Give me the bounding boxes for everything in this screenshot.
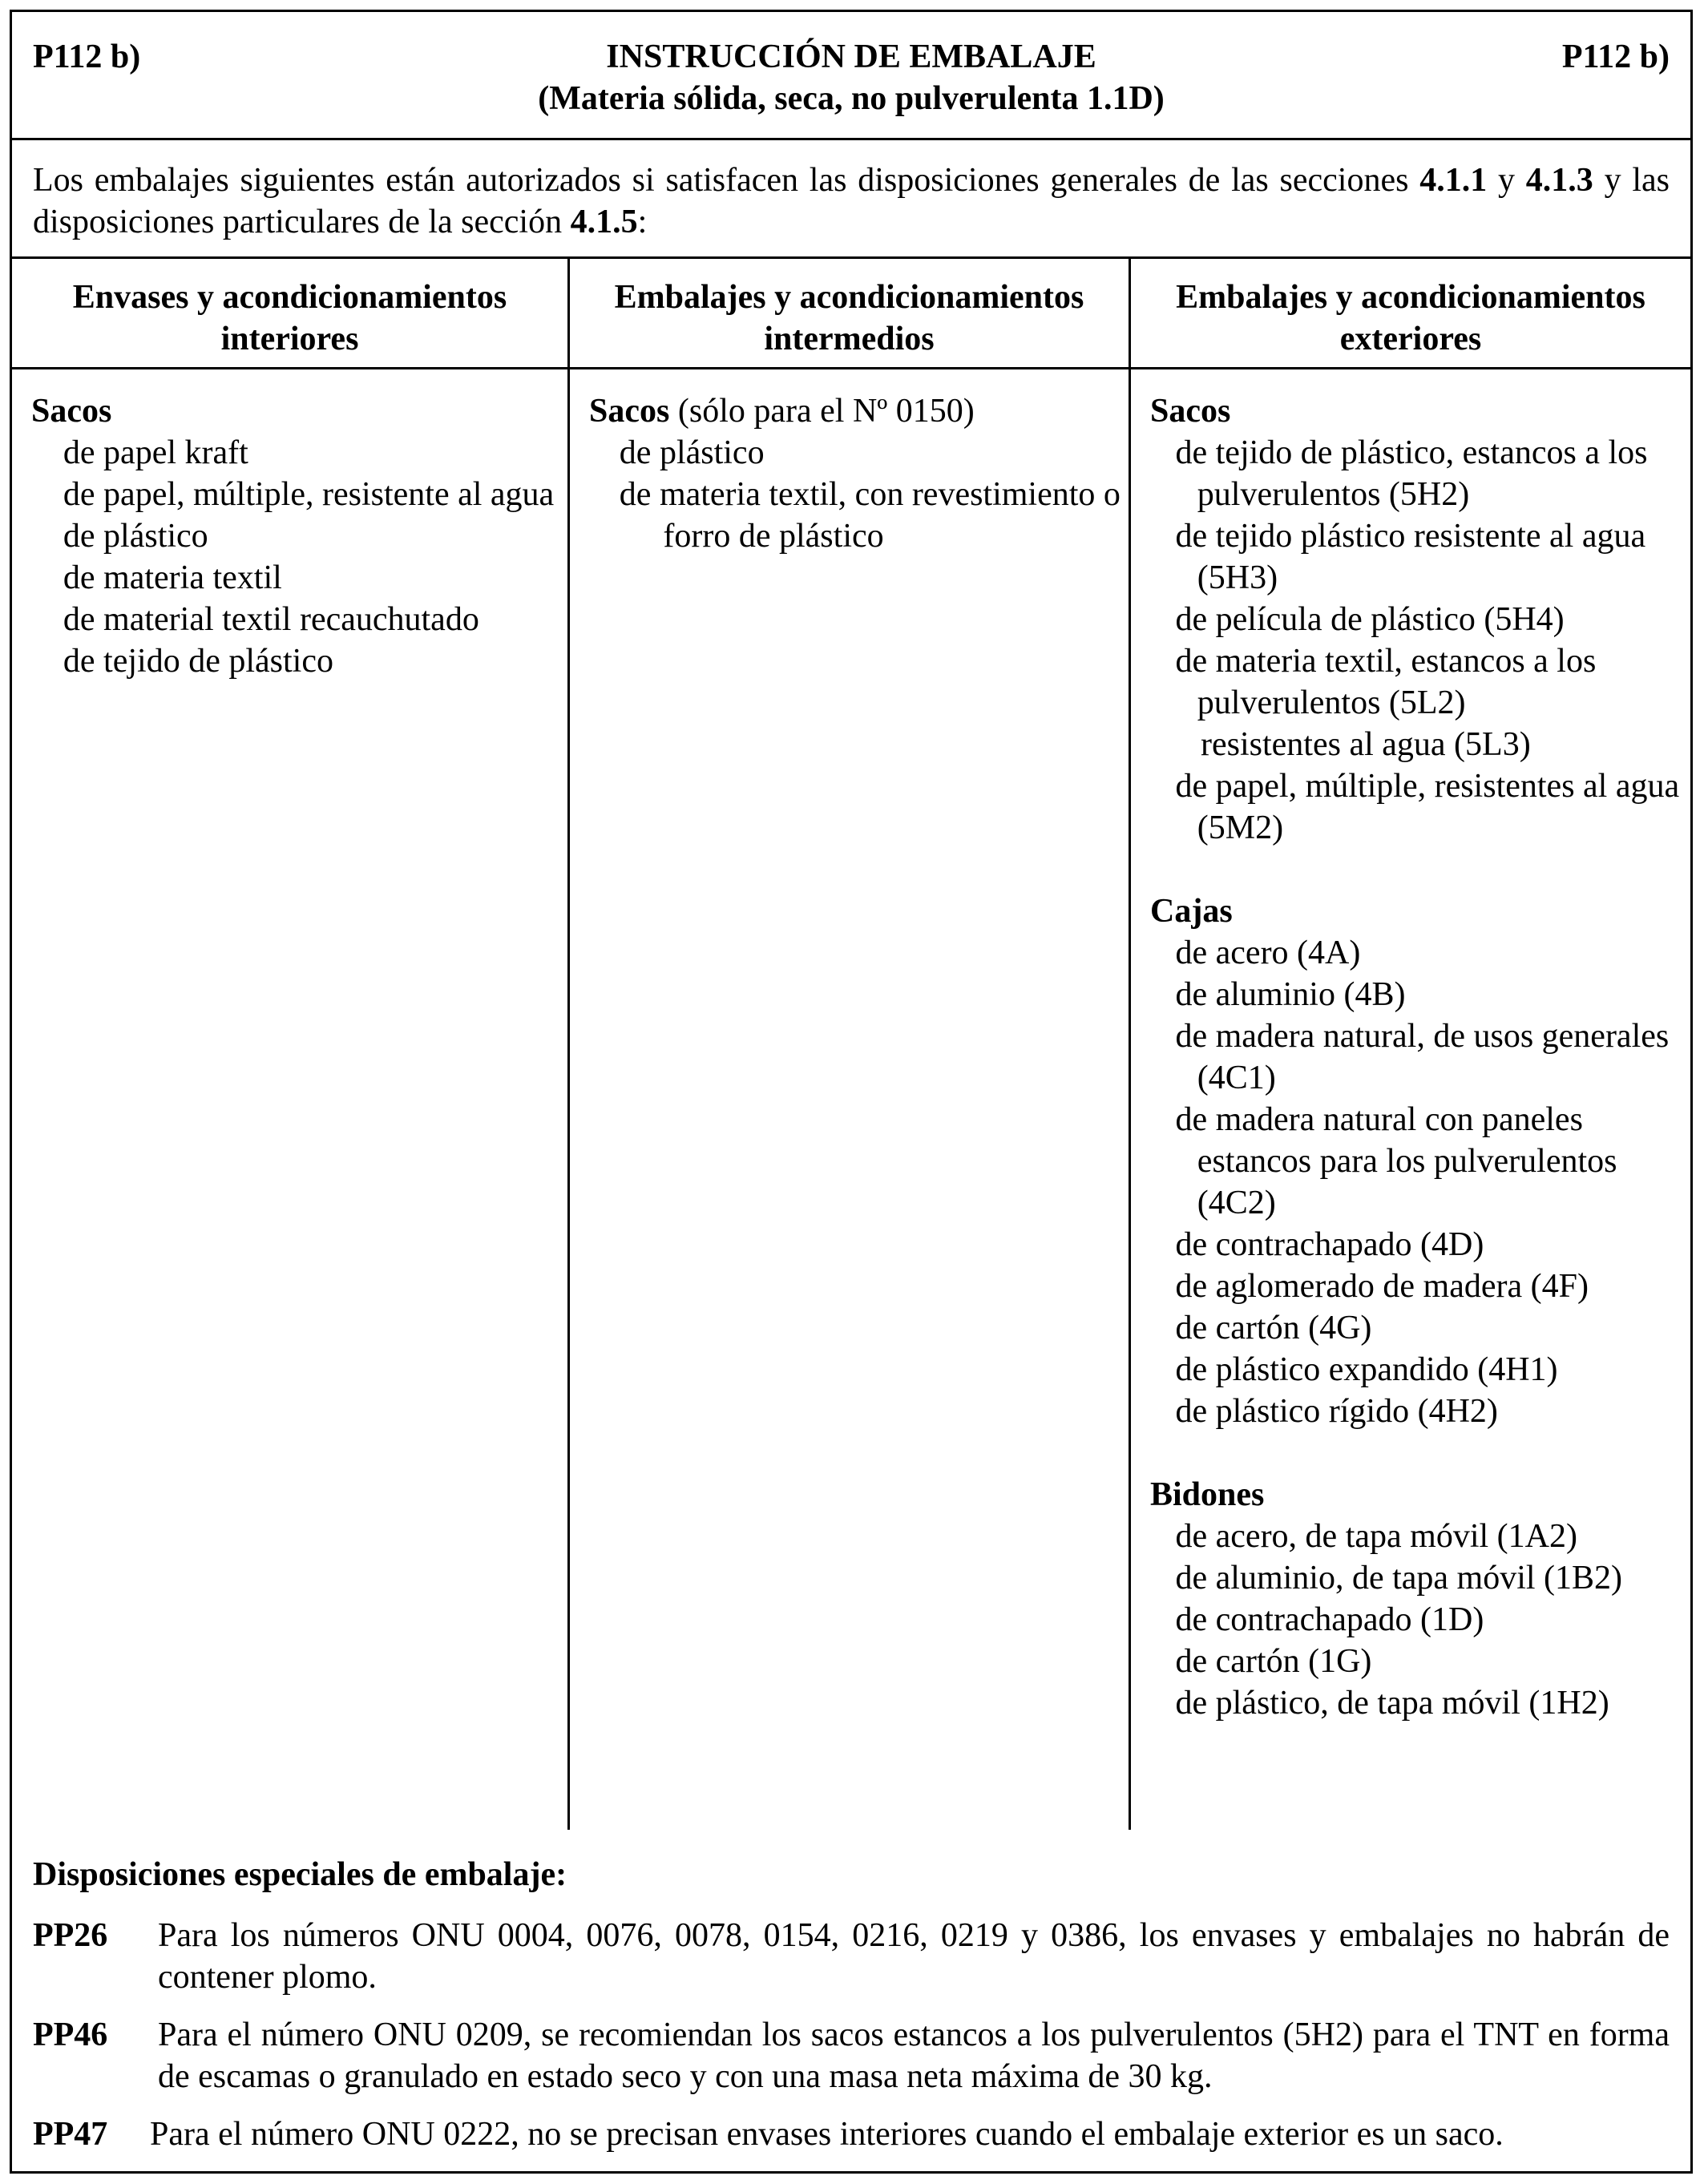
column-header-line: exteriores (1339, 321, 1482, 357)
list-item: de aluminio, de tapa móvil (1B2) (1175, 1560, 1623, 1597)
list-item: de papel, múltiple, resistente al agua (63, 476, 555, 513)
list-item: de tejido de plástico (63, 643, 333, 680)
column-header-line: Envases y acondicionamientos (72, 279, 507, 316)
group-title: Cajas (1150, 893, 1233, 930)
list-item: de plástico rígido (4H2) (1175, 1393, 1498, 1430)
provision-code: PP47 (33, 2116, 108, 2153)
group-note: (sólo para el Nº 0150) (669, 393, 975, 430)
list-item: de cartón (1G) (1175, 1643, 1372, 1680)
list-item: de material textil recauchutado (63, 601, 479, 638)
provision-row (33, 2113, 1670, 2155)
provision-text: Para el número ONU 0222, no se precisan envases interiores cuando el embalaje exterior es un saco. (150, 2116, 1504, 2153)
intro-text: : (637, 204, 648, 240)
list-item: de plástico expandido (4H1) (1175, 1351, 1558, 1388)
instruction-header (12, 12, 1690, 140)
group-title: Bidones (1150, 1476, 1265, 1513)
column-header-line: Embalajes y acondicionamientos (1176, 279, 1645, 316)
intro-paragraph (12, 140, 1690, 259)
outer-packaging-column (1131, 259, 1690, 1830)
list-item: de contrachapado (1D) (1175, 1601, 1484, 1638)
section-ref: 4.1.5 (570, 204, 638, 240)
section-ref: 4.1.3 (1525, 162, 1593, 199)
group-title-row (589, 390, 1129, 432)
packaging-group-sacos (1150, 390, 1690, 849)
section-ref: 4.1.1 (1419, 162, 1488, 199)
instruction-title: INSTRUCCIÓN DE EMBALAJE (606, 38, 1096, 75)
list-item: de papel kraft (63, 434, 248, 471)
intermediate-packaging-column (570, 259, 1131, 1830)
list-item: de madera natural con paneles estancos para los pulverulentos (4C2) (1175, 1101, 1617, 1221)
column-header-line: interiores (220, 321, 359, 357)
intro-text: y las disposiciones particulares de la sección (33, 162, 1670, 240)
intro-text: Los embalajes siguientes están autorizados si satisfacen las disposiciones generales de las secciones (33, 162, 1420, 199)
instruction-code-left: P112 b) (33, 38, 141, 75)
column-header (12, 259, 567, 369)
provision-code: PP26 (33, 1917, 108, 1954)
packaging-group-cajas (1150, 890, 1690, 1432)
inner-packaging-column (12, 259, 570, 1830)
list-item: de plástico, de tapa móvil (1H2) (1175, 1685, 1609, 1722)
group-title: Sacos (589, 393, 670, 430)
list-item: de aglomerado de madera (4F) (1175, 1268, 1589, 1305)
column-body (1131, 369, 1690, 1724)
packaging-group-bidones (1150, 1474, 1690, 1724)
list-item: de contrachapado (4D) (1175, 1226, 1484, 1263)
list-item: de plástico (619, 434, 765, 471)
column-header (1131, 259, 1690, 369)
list-item: de materia textil (63, 559, 282, 596)
list-item: resistentes al agua (5L3) (1201, 726, 1531, 763)
provision-code: PP46 (33, 2016, 108, 2053)
list-item: de tejido plástico resistente al agua (5H3) (1175, 518, 1646, 596)
column-body (12, 369, 567, 682)
list-item: de aluminio (4B) (1175, 976, 1406, 1013)
list-item: de película de plástico (5H4) (1175, 601, 1565, 638)
list-item: de acero, de tapa móvil (1A2) (1175, 1518, 1577, 1555)
list-item: de papel, múltiple, resistentes al agua (5M2) (1175, 768, 1680, 846)
column-header-line: Embalajes y acondicionamientos (614, 279, 1084, 316)
special-provisions-heading: Disposiciones especiales de embalaje: (33, 1856, 567, 1893)
instruction-subtitle: (Materia sólida, seca, no pulverulenta 1.1D) (538, 80, 1165, 117)
list-item: de acero (4A) (1175, 935, 1361, 971)
list-item: de materia textil, con revestimiento o forro de plástico (619, 476, 1121, 555)
packaging-table (12, 259, 1690, 1830)
intro-text: y (1487, 162, 1526, 199)
list-item: de materia textil, estancos a los pulverulentos (5L2) (1175, 643, 1597, 721)
packing-instruction-sheet (10, 10, 1693, 2174)
list-item: de tejido de plástico, estancos a los pulverulentos (5H2) (1175, 434, 1648, 513)
provision-text: Para el número ONU 0209, se recomiendan los sacos estancos a los pulverulentos (5H2) para el TNT en forma de escamas o granulado en estado seco y con una masa neta máxima de 30 kg. (158, 2016, 1670, 2095)
column-body (570, 369, 1129, 557)
column-header (570, 259, 1129, 369)
list-item: de plástico (63, 518, 208, 555)
instruction-title-block (12, 36, 1690, 119)
group-title: Sacos (1150, 393, 1231, 430)
column-header-line: intermedios (764, 321, 935, 357)
provision-text: Para los números ONU 0004, 0076, 0078, 0154, 0216, 0219 y 0386, los envases y embalajes no habrán de contener plomo. (158, 1917, 1670, 1996)
provision-row (33, 1915, 1670, 1998)
list-item: de cartón (4G) (1175, 1310, 1372, 1346)
special-provisions (12, 1830, 1690, 2171)
provision-row (33, 2014, 1670, 2097)
list-item: de madera natural, de usos generales (4C1) (1175, 1018, 1670, 1096)
instruction-code-right: P112 b) (1561, 38, 1670, 75)
group-title: Sacos (31, 393, 112, 430)
